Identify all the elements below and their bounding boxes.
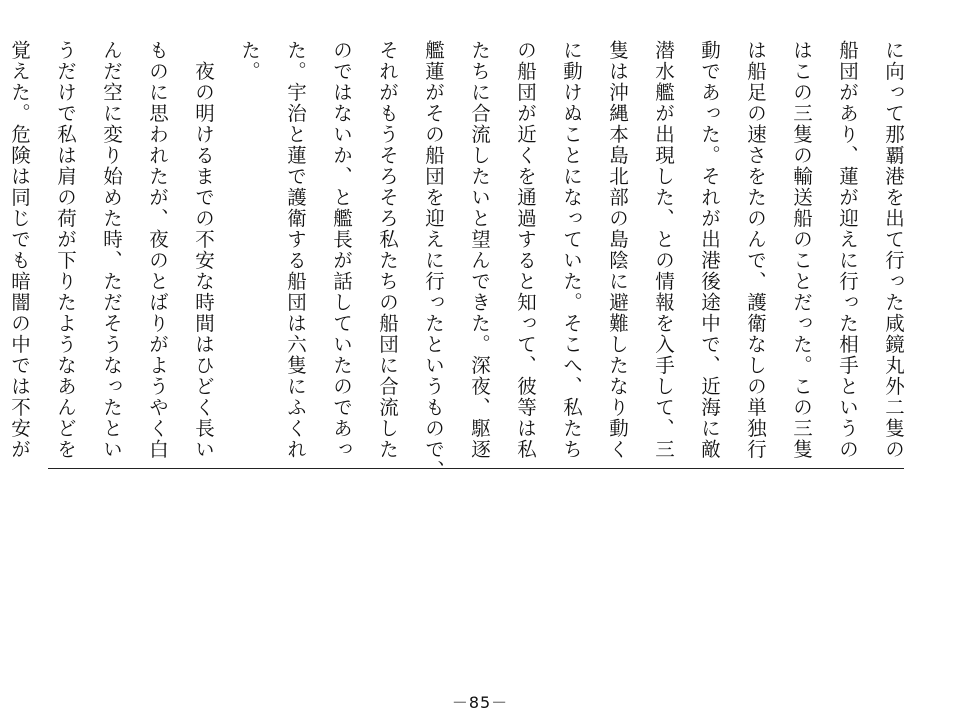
text-line: 船団があり、蓮が迎えに行った相手というの — [836, 40, 859, 460]
text-line: 隻は沖縄本島北部の島陰に避難したなり動く — [606, 40, 629, 460]
text-line: うだけで私は肩の荷が下りたようなあんどを — [54, 40, 77, 460]
text-line: は船足の速さをたのんで、護衛なしの単独行 — [744, 40, 767, 460]
horizontal-divider — [48, 468, 904, 469]
text-line: 艦蓮がその船団を迎えに行ったというもので、 — [422, 40, 445, 481]
text-line: た。 — [238, 40, 261, 82]
text-line: 動であった。それが出港後途中で、近海に敵 — [698, 40, 721, 460]
text-line: 潜水艦が出現した、との情報を入手して、三 — [652, 40, 675, 460]
text-line: に動けぬことになっていた。そこへ、私たち — [560, 40, 583, 460]
page-number: －85－ — [451, 693, 509, 712]
text-line: ものに思われたが、夜のとばりがようやく白 — [146, 40, 169, 460]
vertical-text-body — [8, 40, 916, 481]
text-line: の船団が近くを通過すると知って、彼等は私 — [514, 40, 537, 460]
text-line: んだ空に変り始めた時、ただそうなったとい — [100, 40, 123, 460]
text-line: それがもうそろそろ私たちの船団に合流した — [376, 40, 399, 460]
text-line: 覚えた。危険は同じでも暗闇の中では不安が — [8, 40, 31, 460]
text-line: に向って那覇港を出て行った咸鏡丸外二隻の — [882, 40, 905, 460]
text-line: はこの三隻の輸送船のことだった。この三隻 — [790, 40, 813, 460]
text-line: のではないか、と艦長が話していたのであっ — [330, 40, 353, 460]
text-line: 夜の明けるまでの不安な時間はひどく長い — [192, 40, 215, 460]
text-line: た。宇治と蓮で護衛する船団は六隻にふくれ — [284, 40, 307, 460]
text-line: たちに合流したいと望んできた。深夜、駆逐 — [468, 40, 491, 460]
